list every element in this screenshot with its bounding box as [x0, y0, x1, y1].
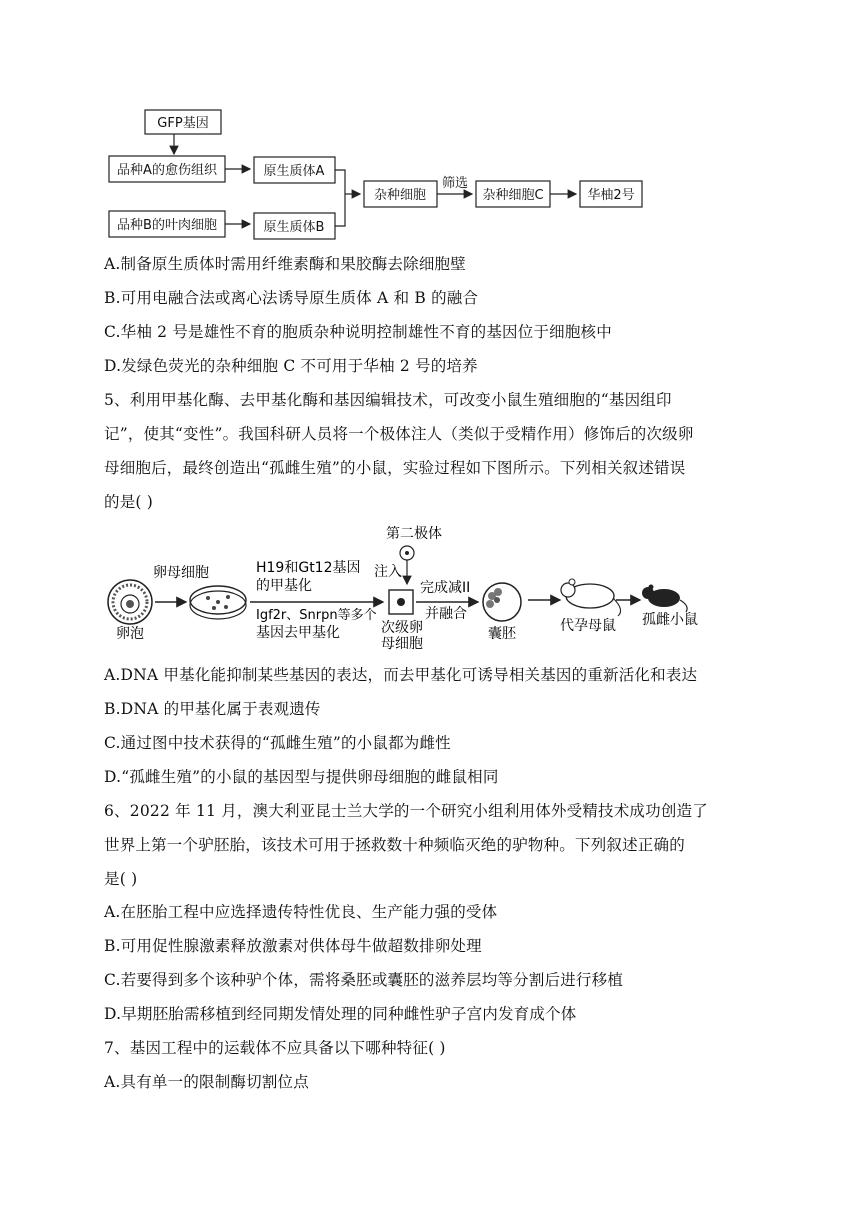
q4-option-d: D.发绿色荧光的杂种细胞 C 不可用于华柚 2 号的培养 [104, 357, 478, 375]
q5-stem-line2: 记”，使其“变性”。我国科研人员将一个极体注人（类似于受精作用）修饰后的次级卵 [104, 425, 694, 443]
secondary-oocyte-label-1: 次级卵 [381, 620, 423, 636]
q6-option-a: A.在胚胎工程中应选择遗传特性优良、生产能力强的受体 [104, 903, 498, 921]
hybrid-cell-c-label: 杂种细胞C [482, 188, 544, 203]
q6-stem-line1: 6、2022 年 11 月，澳大利亚昆士兰大学的一个研究小组利用体外受精技术成功创造了 [104, 802, 708, 820]
protoplast-a-label: 原生质体A [263, 164, 325, 179]
q5-option-c: C.通过图中技术获得的“孤雌生殖”的小鼠都为雌性 [104, 734, 451, 752]
q6-stem-line2: 世界上第一个驴胚胎，该技术可用于拯救数十种频临灭绝的驴物种。下列叙述正确的 [104, 836, 685, 854]
parthenogenesis-diagram [0, 520, 860, 650]
q5-stem-line3: 母细胞后，最终创造出“孤雌生殖”的小鼠，实验过程如下图所示。下列相关叙述错误 [104, 459, 686, 477]
oocyte-label: 卵母细胞 [153, 565, 209, 581]
polar-body-drawing [400, 546, 414, 560]
secondary-oocyte-label-2: 母细胞 [381, 636, 423, 650]
blastocyst-drawing [483, 583, 521, 621]
screening-label: 筛选 [441, 176, 469, 191]
q4-option-c: C.华柚 2 号是雄性不育的胞质杂种说明控制雄性不育的基因位于细胞核中 [104, 323, 612, 341]
surrogate-mother-label: 代孕母鼠 [560, 618, 616, 634]
gfp-gene-label: GFP基因 [157, 116, 209, 131]
q4-option-b: B.可用电融合法或离心法诱导原生质体 A 和 B 的融合 [104, 289, 479, 307]
q5-option-a: A.DNA 甲基化能抑制某些基因的表达，而去甲基化可诱导相关基因的重新活化和表达 [104, 666, 698, 684]
follicle-drawing [108, 580, 152, 624]
q6-option-d: D.早期胚胎需移植到经同期发情处理的同种雌性驴子宫内发育成个体 [104, 1005, 577, 1023]
q5-option-d: D.“孤雌生殖”的小鼠的基因型与提供卵母细胞的雌鼠相同 [104, 768, 499, 786]
hybrid-cell-label: 杂种细胞 [373, 188, 427, 203]
surrogate-mouse-drawing [561, 579, 621, 616]
follicle-label: 卵泡 [116, 626, 144, 642]
demethylation-label-1: Igf2r、Snrpn等多个 [256, 608, 377, 623]
parthenogenetic-mouse-label: 孤雌小鼠 [642, 612, 698, 628]
q6-option-b: B.可用促性腺激素释放激素对供体母牛做超数排卵处理 [104, 937, 482, 955]
protoplast-fusion-diagram [0, 0, 860, 240]
demethylation-label-2: 基因去甲基化 [256, 625, 340, 641]
finish-meiosis-label-1: 完成减II [420, 580, 471, 596]
methylation-label-2: 的甲基化 [256, 578, 312, 594]
callus-label: 品种A的愈伤组织 [117, 163, 217, 178]
q4-option-a: A.制备原生质体时需用纤维素酶和果胶酶去除细胞壁 [104, 255, 466, 273]
q6-stem-line3: 是( ) [104, 870, 138, 888]
blastocyst-label: 囊胚 [488, 626, 516, 642]
inject-label: 注入 [374, 564, 402, 580]
q5-option-b: B.DNA 的甲基化属于表观遗传 [104, 700, 321, 718]
q5-stem-line4: 的是( ) [104, 493, 154, 511]
culture-dish-drawing [190, 586, 246, 619]
q6-option-c: C.若要得到多个该种驴个体，需将桑胚或囊胚的滋养层均等分割后进行移植 [104, 971, 624, 989]
mesophyll-label: 品种B的叶肉细胞 [117, 218, 217, 233]
secondary-oocyte-drawing [389, 590, 413, 614]
parthenogenetic-mouse-drawing [642, 585, 687, 613]
result-label: 华柚2号 [587, 188, 635, 203]
methylation-label-1: H19和Gt12基因 [256, 560, 361, 576]
q7-option-a: A.具有单一的限制酶切割位点 [104, 1073, 309, 1091]
finish-meiosis-label-2: 并融合 [425, 606, 467, 622]
protoplast-b-label: 原生质体B [263, 220, 325, 235]
q5-stem-line1: 5、利用甲基化酶、去甲基化酶和基因编辑技术，可改变小鼠生殖细胞的“基因组印 [104, 391, 672, 409]
second-polar-body-label: 第二极体 [386, 526, 442, 542]
q7-stem: 7、基因工程中的运载体不应具备以下哪种特征( ) [104, 1039, 446, 1057]
